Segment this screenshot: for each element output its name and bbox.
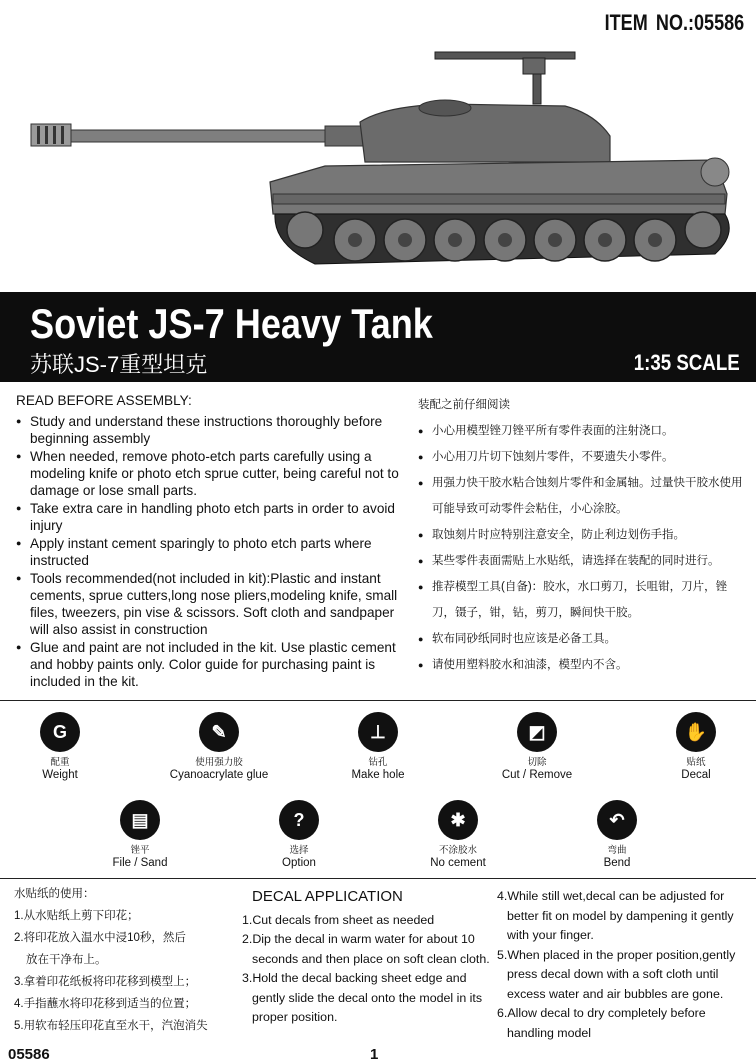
list-item: ● Take extra care in handling photo etch parts in order to avoid injury xyxy=(16,500,411,534)
decal-cn-heading: 水贴纸的使用： xyxy=(14,888,95,900)
scale-label: 1:35 SCALE xyxy=(633,350,740,375)
symbol-en-label: Decal xyxy=(681,769,711,781)
glue-drop-icon: ✎ xyxy=(199,712,239,752)
list-item: ● Tools recommended(not included in kit):Plastic and instant cements, sprue cutters,long nose pliers,modeling knife, small files, tweezers, pin vise & scissors. Soft cloth and sandpaper will also assist in construction xyxy=(16,570,411,638)
decal-en-step: 2.Dip the decal in warm water for about 10 seconds and then place on soft clean cloth. xyxy=(242,932,490,966)
question-icon: ? xyxy=(279,800,319,840)
decal-cn-step: 4.手指蘸水将印花移到适当的位置； xyxy=(14,998,197,1010)
symbol-en-label: Cyanoacrylate glue xyxy=(169,769,269,781)
decal-cn-step: 1.从水贴纸上剪下印花； xyxy=(14,910,139,922)
list-item: ● 软布同砂纸同时也应该是必备工具。 xyxy=(418,626,750,652)
decal-cn-step: 3.拿着印花纸板将印花移到模型上； xyxy=(14,976,197,988)
cn-notes-list xyxy=(418,418,750,678)
symbol-en-label: Make hole xyxy=(351,769,405,781)
decal-instructions-en xyxy=(242,887,502,1028)
symbol-cn-label: 贴纸 xyxy=(686,757,706,768)
symbol-decal xyxy=(636,712,756,782)
no-cement-icon: ✱ xyxy=(438,800,478,840)
symbol-en-label: No cement xyxy=(430,857,486,869)
read-before-heading: READ BEFORE ASSEMBLY: xyxy=(16,393,192,408)
file-icon: ▤ xyxy=(120,800,160,840)
symbol-cn-label: 切除 xyxy=(527,757,547,768)
symbol-cn-label: 配重 xyxy=(50,757,70,768)
item-label: ITEM xyxy=(604,10,648,35)
divider xyxy=(0,700,756,701)
list-item: ● 用强力快干胶水粘合蚀刻片零件和金属轴。过量快干胶水使用可能导致可动零件会粘住，小心涂胶。 xyxy=(418,470,750,522)
list-item: ● Apply instant cement sparingly to photo etch parts where instructed xyxy=(16,535,411,569)
list-item: ● 某些零件表面需贴上水贴纸，请选择在装配的同时进行。 xyxy=(418,548,750,574)
symbol-cn-label: 选择 xyxy=(289,845,309,856)
list-item: ● 取蚀刻片时应特别注意安全，防止利边划伤手指。 xyxy=(418,522,750,548)
symbol-no-cement xyxy=(398,800,518,870)
title-banner xyxy=(0,292,756,382)
divider xyxy=(0,878,756,879)
symbol-make-hole xyxy=(318,712,438,782)
symbol-cn-label: 使用强力胶 xyxy=(195,757,243,768)
symbol-en-label: File / Sand xyxy=(112,857,168,869)
list-item: ● 小心用模型锉刀锉平所有零件表面的注射浇口。 xyxy=(418,418,750,444)
title-chinese: 苏联JS-7重型坦克 xyxy=(30,352,208,377)
list-item: ● 请使用塑料胶水和油漆，模型内不含。 xyxy=(418,652,750,678)
symbol-en-label: Option xyxy=(282,857,316,869)
decal-cn-step: 2.将印花放入温水中浸10秒，然后 xyxy=(14,932,186,944)
decal-en-step: 1.Cut decals from sheet as needed xyxy=(242,912,435,927)
symbol-glue xyxy=(159,712,279,782)
decal-en-heading: DECAL APPLICATION xyxy=(252,888,403,905)
decal-instructions-en-continued xyxy=(497,887,752,1043)
symbol-option xyxy=(239,800,359,870)
symbol-en-label: Weight xyxy=(42,769,78,781)
symbol-cn-label: 钻孔 xyxy=(368,757,388,768)
decal-cn-step: 5.用软布轻压印花直至水干，汽泡消失 xyxy=(14,1020,208,1032)
page-number: 1 xyxy=(370,1046,379,1063)
decal-icon: ✋ xyxy=(676,712,716,752)
cn-notes xyxy=(418,392,750,678)
item-number-value: NO.:05586 xyxy=(655,10,744,35)
cut-icon: ◩ xyxy=(517,712,557,752)
symbol-cn-label: 不涂胶水 xyxy=(438,845,477,856)
bend-icon: ↶ xyxy=(597,800,637,840)
decal-en-step: 5.When placed in the proper position,gently press decal down with a soft cloth until excess water and air bubbles are gone. xyxy=(497,947,736,1001)
decal-en-step: 4.While still wet,decal can be adjusted for better fit on model by dampening it gently with your finger. xyxy=(497,889,734,942)
symbol-cn-label: 弯曲 xyxy=(607,845,627,856)
tank-illustration xyxy=(25,44,735,274)
decal-en-step: 3.Hold the decal backing sheet edge and gently slide the decal onto the model in its proper position. xyxy=(242,971,483,1024)
symbol-file xyxy=(80,800,200,870)
list-item: ● When needed, remove photo-etch parts carefully using a modeling knife or photo etch sprue cutter, being careful not to damage or lose small parts. xyxy=(16,448,411,499)
symbol-en-label: Bend xyxy=(603,857,631,869)
symbol-cn-label: 锉平 xyxy=(130,845,150,856)
weight-icon: G xyxy=(40,712,80,752)
header-area xyxy=(0,0,756,292)
decal-instructions-cn xyxy=(14,883,254,1037)
symbol-bend xyxy=(557,800,677,870)
footer-item-number: 05586 xyxy=(8,1046,50,1063)
read-before-assembly xyxy=(16,392,411,691)
cn-notes-heading: 装配之前仔细阅读 xyxy=(418,399,510,411)
list-item: ● Glue and paint are not included in the kit. Use plastic cement and hobby paints only. Color guide for purchasing paint is included in the kit. xyxy=(16,639,411,690)
decal-cn-step: 放在干净布上。 xyxy=(26,954,107,966)
decal-en-step: 6.Allow decal to dry completely before handling model xyxy=(497,1006,706,1040)
title-english: Soviet JS-7 Heavy Tank xyxy=(30,300,433,347)
symbol-cut xyxy=(477,712,597,782)
list-item: ● 推荐模型工具(自备)：胶水，水口剪刀，长咀钳，刀片，锉刀，镊子，钳，钻，剪刀，瞬间快干胶。 xyxy=(418,574,750,626)
symbol-weight xyxy=(0,712,120,782)
read-before-list xyxy=(16,413,411,690)
drill-icon: ⊥ xyxy=(358,712,398,752)
item-number xyxy=(596,10,744,36)
symbol-en-label: Cut / Remove xyxy=(501,769,573,781)
list-item: ● Study and understand these instructions thoroughly before beginning assembly xyxy=(16,413,411,447)
list-item: ● 小心用刀片切下蚀刻片零件，不要遗失小零件。 xyxy=(418,444,750,470)
